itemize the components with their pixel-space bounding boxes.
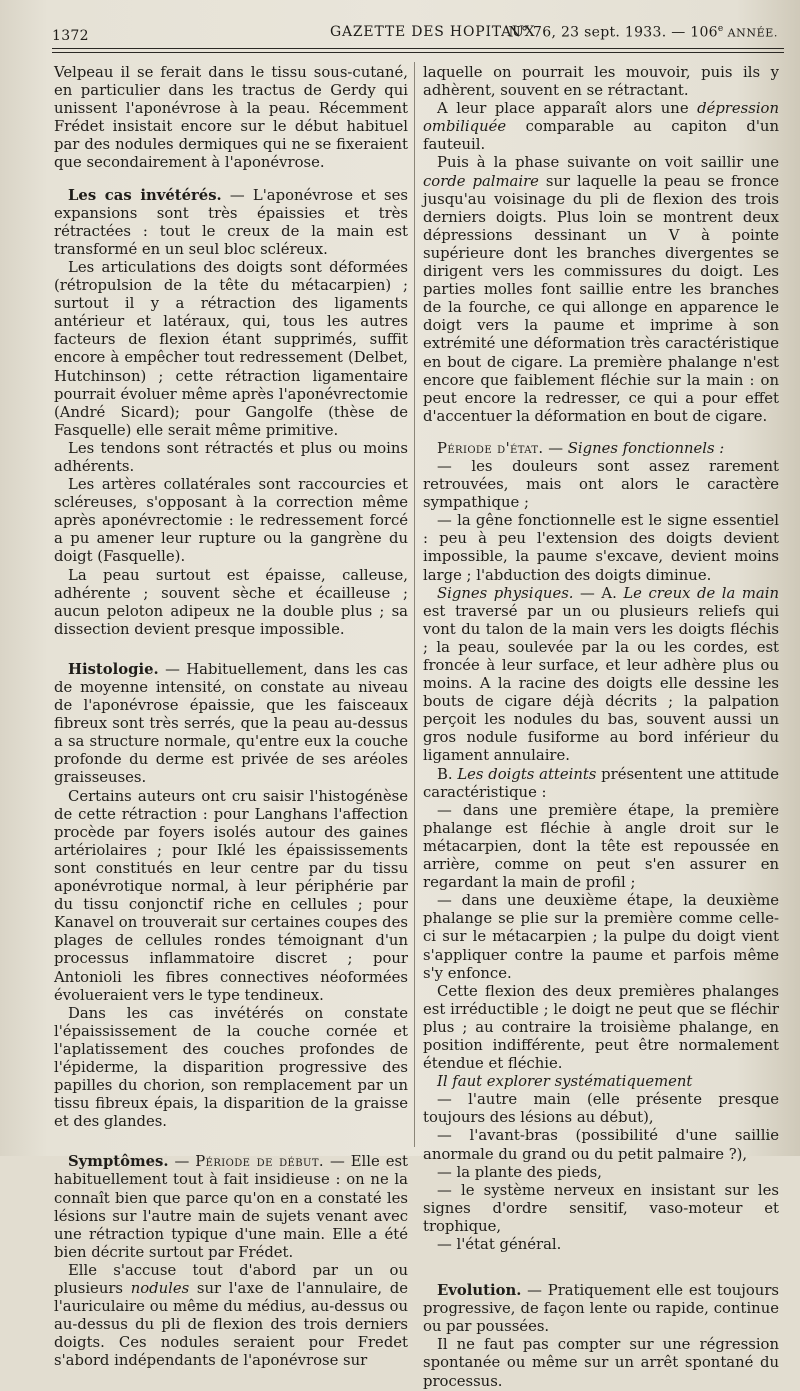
section-heading: Evolution. <box>437 1282 522 1300</box>
paragraph-symptomes: Symptômes. — Période de début. — Elle est habituellement tout à fait insidieuse : on ne la connaît bien que parce qu'on en a constaté les lésions sur l'autre main de sujets venant avec une rétraction typique d'une main. Elle a été bien décrite surtout par Frédet. <box>54 1153 408 1261</box>
right-column <box>423 64 779 1391</box>
page-header <box>52 24 784 46</box>
section-heading: Les cas invétérés. <box>68 186 222 204</box>
list-item: — les douleurs sont assez rarement retrouvées, mais ont alors le caractère sympathique ; <box>423 457 779 512</box>
paragraph: laquelle on pourrait les mouvoir, puis ils y adhèrent, souvent en se rétractant. <box>423 64 779 100</box>
paragraph-histologie: Histologie. — Habituellement, dans les cas de moyenne intensité, on constate au niveau de l'aponévrose épaissie, que les faisceaux fibreux sont très serrés, que la peau au-dessus a sa structure normale, qu'entre eux la couche profonde du derme est privée de ses aréoles graisseuses. <box>54 660 408 787</box>
list-item: — l'autre main (elle présente presque toujours des lésions au début), <box>423 1091 779 1127</box>
list-item: — dans une deuxième étape, la deuxième phalange se plie sur la première comme celle-ci sur le métacarpien ; la pulpe du doigt vient s'appliquer contre la paume et parfois même s'y enfonce. <box>423 892 779 982</box>
list-item: — le système nerveux en insistant sur les signes d'ordre sensitif, vaso-moteur et trophique, <box>423 1181 779 1235</box>
paragraph: A leur place apparaît alors une dépression ombiliquée comparable au capiton d'un fauteuil. <box>423 100 779 154</box>
paragraph: Il ne faut pas compter sur une régression spontanée ou même sur un arrêt spontané du processus. <box>423 1336 779 1390</box>
paragraph: Velpeau il se ferait dans le tissu sous-cutané, en particulier dans les tractus de Gerdy qui unissent l'aponévrose à la peau. Récemment Frédet insistait encore sur le début habituel par des nodules dermiques qui ne se fixeraient que secondairement à l'aponévrose. <box>54 64 408 172</box>
subsection-heading: Période d'état. <box>437 439 544 457</box>
paragraph: La peau surtout est épaisse, calleuse, adhérente ; souvent sèche et écailleuse ; aucun peloton adipeux ne la double plus ; sa dissection devient presque impossible. <box>54 566 408 638</box>
paragraph: Les artères collatérales sont raccourcies et scléreuses, s'opposant à la correction même après aponévrectomie : le redressement forcé a pu amener leur rupture ou la gangrène du doigt (Fasquelle). <box>54 476 408 566</box>
list-item: — la plante des pieds, <box>437 1163 602 1181</box>
header-rule-thin <box>52 52 784 53</box>
issue-info: N° 76, 23 sept. 1933. — 106e ANNÉE. <box>508 24 778 41</box>
paragraph: Dans les cas invétérés on constate l'épaississement de la couche cornée et l'aplatissement des couches profondes de l'épiderme, la disparition progressive des papilles du chorion, son remplacement par un tissu fibreux épais, la disparition de la graisse et des glandes. <box>54 1004 408 1131</box>
list-item: — l'avant-bras (possibilité d'une saillie anormale du grand ou du petit palmaire ?), <box>423 1127 779 1163</box>
paragraph: Elle s'accuse tout d'abord par un ou plusieurs nodules sur l'axe de l'annulaire, de l'auriculaire ou même du médius, au-dessus ou au-dessus du pli de flexion des trois derniers doigts. Ces nodules seraient pour Fredet s'abord indépendants de l'aponévrose sur <box>54 1261 408 1370</box>
subsection-heading: Période de début. <box>195 1153 325 1171</box>
paragraph: B. Les doigts atteints présentent une attitude caractéristique : <box>423 765 779 801</box>
paragraph: Les articulations des doigts sont déformées (rétropulsion de la tête du métacarpien) ; surtout il y a rétraction des ligaments antérieur et latéraux, qui, tous les autres facteurs de flexion étant supprimés, suffit encore à empêcher tout redressement (Delbet, Hutchinson) ; cette rétraction ligamentaire pourrait évoluer même après l'aponévrectomie (André Sicard); pour Gangolfe (thèse de Fasquelle) elle serait même primitive. <box>54 258 408 439</box>
paragraph: Les tendons sont rétractés et plus ou moins adhérents. <box>54 439 408 475</box>
paragraph: Puis à la phase suivante on voit saillir une corde palmaire sur laquelle la peau se fronce jusqu'au voisinage du pli de flexion des trois derniers doigts. Plus loin se montrent deux dépressions dessinant un V à pointe supérieure dont les branches divergentes se dirigent vers les commissures du doigt. Les parties molles font saillie entre les branches de la fourche, ce qui allonge en apparence le doigt vers la paume et imprime à son extrémité une déformation très caractéristique en bout de cigare. La première phalange n'est encore que faiblement fléchie sur la main : on peut encore la redresser, ce qui a pour effet d'accentuer la déformation en bout de cigare. <box>423 154 779 425</box>
column-divider <box>414 62 415 1147</box>
paragraph: Il faut explorer systématiquement <box>437 1073 693 1091</box>
page-number: 1372 <box>52 28 89 44</box>
paragraph: Cette flexion des deux premières phalanges est irréductible ; le doigt ne peut que se fléchir plus ; au contraire la troisième phalange, en position indifférente, peut être normalement étendue et fléchie. <box>423 982 779 1073</box>
paragraph-cas-inveteres: Les cas invétérés. — L'aponévrose et ses expansions sont très épaissies et très rétractées : tout le creux de la main est transformé en un seul bloc scléreux. <box>54 186 408 258</box>
journal-title: GAZETTE DES HOPITAUX <box>330 24 536 40</box>
paragraph-periode-etat: Période d'état. — Signes fonctionnels : <box>437 439 725 457</box>
list-item: — l'état général. <box>437 1236 562 1253</box>
section-heading: Symptômes. <box>68 1153 169 1171</box>
list-item: — la gêne fonctionnelle est le signe essentiel : peu à peu l'extension des doigts devient impossible, la paume s'excave, devient moins large ; l'abduction des doigts diminue. <box>423 512 779 584</box>
header-rule-thick <box>52 48 784 49</box>
left-column <box>54 64 408 1370</box>
list-item: — dans une première étape, la première phalange est fléchie à angle droit sur le métacarpien, dont la tête est repoussée en arrière, comme on peut s'en assurer en regardant la main de profil ; <box>423 801 779 892</box>
paragraph: Signes physiques. — A. Le creux de la main est traversé par un ou plusieurs reliefs qui vont du talon de la main vers les doigts fléchis ; la peau, soulevée par la ou les cordes, est froncée à leur surface, et leur adhère plus ou moins. A la racine des doigts elle dessine les bouts de cigare déjà décrits ; la palpation perçoit les nodules du bas, souvent aussi un gros nodule fusiforme au bord inférieur du ligament annulaire. <box>423 584 779 765</box>
paragraph: Certains auteurs ont cru saisir l'histogénèse de cette rétraction : pour Langhans l'affection procède par foyers isolés autour des gaines artériolaires ; pour Iklé les épaississements sont constitués en leur centre par du tissu aponévrotique normal, à leur périphérie par du tissu conjonctif riche en cellules ; pour Kanavel on trouverait sur certaines coupes des plages de cellules rondes témoignant d'un processus inflammatoire discret ; pour Antonioli les fibres connectives néoformées évolueraient vers le type tendineux. <box>54 787 408 1004</box>
section-heading: Histologie. <box>68 660 159 678</box>
paragraph-evolution: Evolution. — Pratiquement elle est toujours progressive, de façon lente ou rapide, continue ou par poussées. <box>423 1282 779 1336</box>
